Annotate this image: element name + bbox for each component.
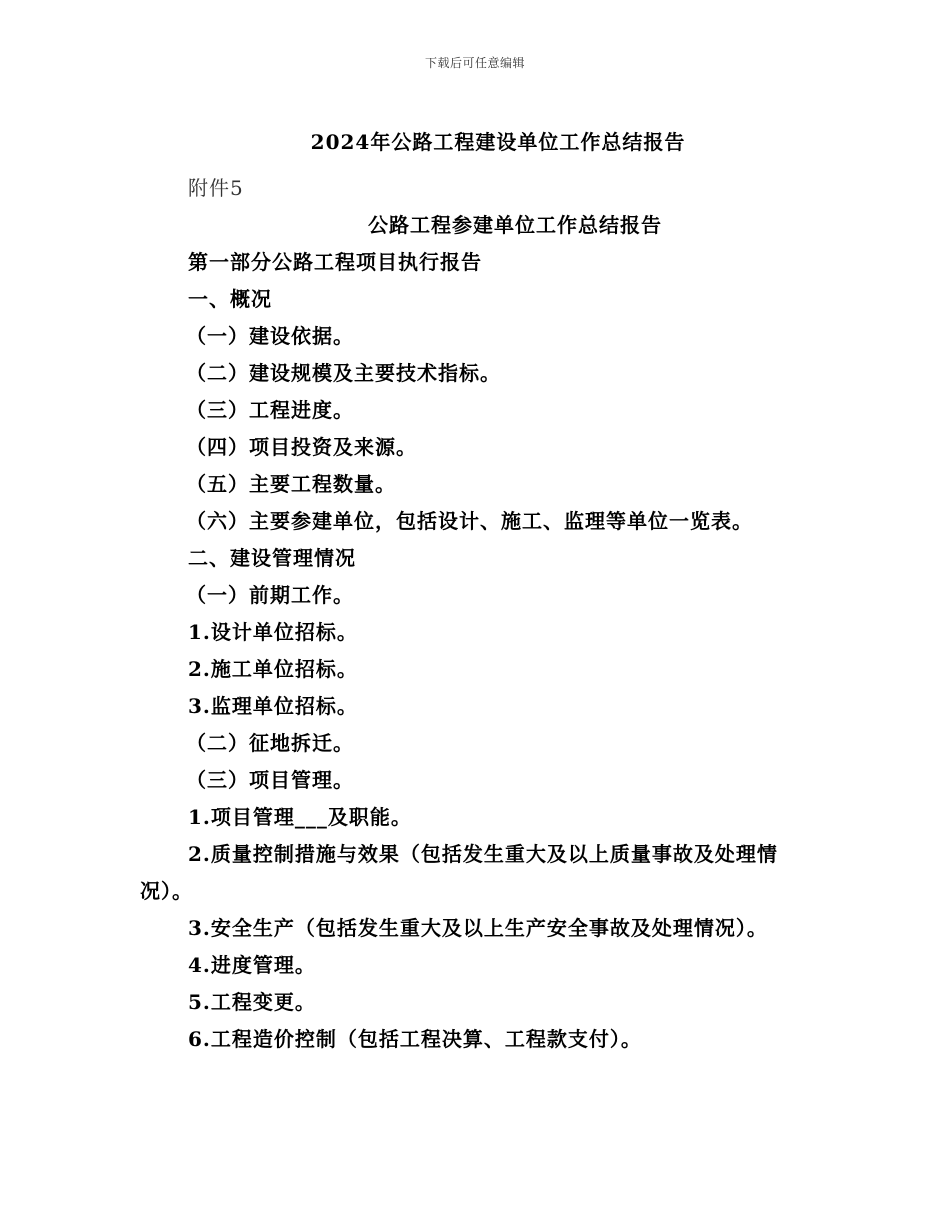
- list-item: 3.监理单位招标。: [188, 694, 358, 718]
- list-item: （二）建设规模及主要技术指标。: [186, 361, 501, 385]
- list-item: （四）项目投资及来源。: [186, 435, 417, 459]
- list-item: （二）征地拆迁。: [186, 731, 354, 755]
- list-item: 2.施工单位招标。: [188, 657, 358, 681]
- document-subtitle: 公路工程参建单位工作总结报告: [368, 213, 662, 237]
- header-note: 下载后可任意编辑: [424, 56, 525, 70]
- section-heading: 一、概况: [188, 287, 272, 311]
- list-item: 6.工程造价控制（包括工程决算、工程款支付）。: [188, 1027, 642, 1051]
- list-item: （一）前期工作。: [186, 583, 354, 607]
- list-item: 1.项目管理___及职能。: [188, 805, 412, 829]
- list-item: 5.工程变更。: [188, 990, 316, 1014]
- list-item-continuation: 况）。: [140, 879, 193, 903]
- section-heading: 二、建设管理情况: [188, 546, 356, 570]
- list-item: 1.设计单位招标。: [188, 620, 358, 644]
- list-item: （一）建设依据。: [186, 324, 354, 348]
- document-body: [140, 170, 820, 1058]
- list-item: （三）项目管理。: [186, 768, 354, 792]
- list-item: （五）主要工程数量。: [186, 472, 396, 496]
- list-item: 2.质量控制措施与效果（包括发生重大及以上质量事故及处理情: [188, 842, 778, 866]
- list-item: （三）工程进度。: [186, 398, 354, 422]
- list-item: 4.进度管理。: [188, 953, 316, 977]
- list-item: （六）主要参建单位，包括设计、施工、监理等单位一览表。: [186, 509, 753, 533]
- attachment-label: 附件5: [188, 176, 244, 200]
- list-item: 3.安全生产（包括发生重大及以上生产安全事故及处理情况）。: [188, 916, 768, 940]
- document-title: 2024年公路工程建设单位工作总结报告: [310, 130, 686, 154]
- section-heading: 第一部分公路工程项目执行报告: [188, 250, 482, 274]
